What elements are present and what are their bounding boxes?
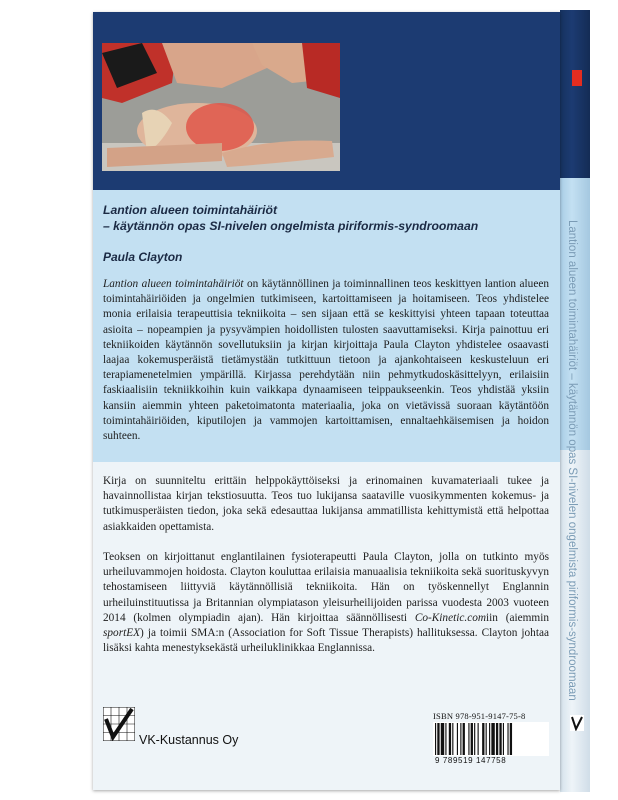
barcode-bar [435,723,436,755]
author-name: Paula Clayton [103,250,183,264]
description-paragraph [103,277,549,444]
bio-italic-sportex: sportEX [103,627,141,640]
spine-red-mark [572,70,582,86]
back-cover [93,12,560,790]
book-title [103,202,553,234]
barcode-bar [496,723,498,755]
book-spine [560,10,590,792]
spine-title: Lantion alueen toimintahäiriöt – käytännön opas SI-nivelen ongelmista piriformis-syndroomaan [566,220,578,701]
barcode-bar [510,723,512,755]
barcode-bar [460,723,461,755]
barcode-bar [437,723,439,755]
spine-publisher-logo-icon [570,715,584,731]
barcode-bar [503,723,504,755]
publisher-name: VK-Kustannus Oy [139,733,239,747]
barcode-bar [507,723,508,755]
barcode-bar [478,723,479,755]
barcode-bar [468,723,469,755]
author-bio-paragraph [103,550,549,656]
usability-paragraph: Kirja on suunniteltu erittäin helppokäyttöiseksi ja erinomainen kuvamateriaali tukee ja havainnollistaa kirjan tekstiosuutta. Teos tuo lukijansa saataville vuosikymmenten kokemus- ja tutkimusperäisten tiedon, joka sekä edesauttaa lukijansa ammatillista kehittymistä että helpottaa asiakkaiden opettamista. [103,475,549,533]
publisher-logo-icon [103,707,135,741]
book-subtitle: – käytännön opas SI-nivelen ongelmista piriformis-syndroomaan [103,219,479,233]
barcode-number: 9 789519 147758 [435,756,507,765]
barcode-bar [441,723,444,755]
barcode-bar [474,723,475,755]
bio-part3: ) ja toimii SMA:n (Association for Soft Tissue Therapists) hallituksessa. Clayton johtaa lisäksi kahta menestyksekästä urheiluklinikkaa Englannissa. [103,627,549,655]
bio-part1: Teoksen on kirjoittanut englantilainen fysioterapeutti Paula Clayton, jolla on tutkinto myös urheiluvammojen hoidosta. Clayton kouluttaa erilaisia manuaalisia tekniikoita sekä suorituskyvyn tehostamiseen liittyviä käytännöllisiä tekniikoita. Hän on työskennellyt Englannin urheiluinstituutissa ja Britannian olympiatason yleisurheilijoiden parissa vuodesta 2003 vuoteen 2014 (kolmen olympiadin ajan). Hän kirjoittaa säännöllisesti [103,551,549,624]
barcode-bar [491,723,494,755]
isbn-label: ISBN 978-951-9147-75-8 [433,711,526,721]
barcode-bar [486,723,487,755]
barcode-bar [449,723,451,755]
barcode [433,722,549,756]
barcode-bar [482,723,484,755]
barcode-bar [457,723,458,755]
barcode-bar [445,723,446,755]
description-text: on käytännöllinen ja toiminnallinen teos keskittyen lantion alueen toimintahäiriöiden ja ongelmien tutkimiseen, kartoittamiseen ja hoitamiseen. Teos yhdistelee monia erilaisia terapeuttisia tekniikoita – sen sijaan että se keskittyisi yhteen tapaan toteuttaa asioita – nopeampien ja pysyvämpien hoidollisten tulosten saavuttamiseksi. Kirja painottuu eri tekniikoiden käytännön sovellutuksiin ja kirjan kirjoittaja Paula Clayton yhdistelee osaavasti laajaa kokemusperäistä tietämystään tutkittuun tietoon ja ajankohtaiseen keskusteluun eri terapiamenetelmien ympärillä. Kirjassa perehdytään niin pehmytkudoskäsittelyyn, erilaisiin faskiaalisiin tekniikkoihin kuin vaikkapa dynaamiseen teippaukseenkin. Teos yhdistää yksiin kansiin aiemmin yhteen paketoimatonta materiaalia, joka on vietävissä suoraan käytäntöön toimintahäiriöiden, kiputilojen ja vammojen kartoittamisen, ennaltaehkäisemisen ja hoidon suhteen. [103,278,549,443]
barcode-bar [452,723,453,755]
barcode-bar [471,723,473,755]
barcode-bar [463,723,465,755]
barcode-bar [489,723,490,755]
barcode-bar [499,723,501,755]
description-title-italic: Lantion alueen toimintahäiriöt [103,278,244,290]
cover-photo [102,43,340,171]
bio-part2: iin (aiemmin [486,611,549,624]
book-title-line1: Lantion alueen toimintahäiriöt [103,203,278,217]
bio-italic-cokinetic: Co-Kinetic.com [414,611,487,624]
